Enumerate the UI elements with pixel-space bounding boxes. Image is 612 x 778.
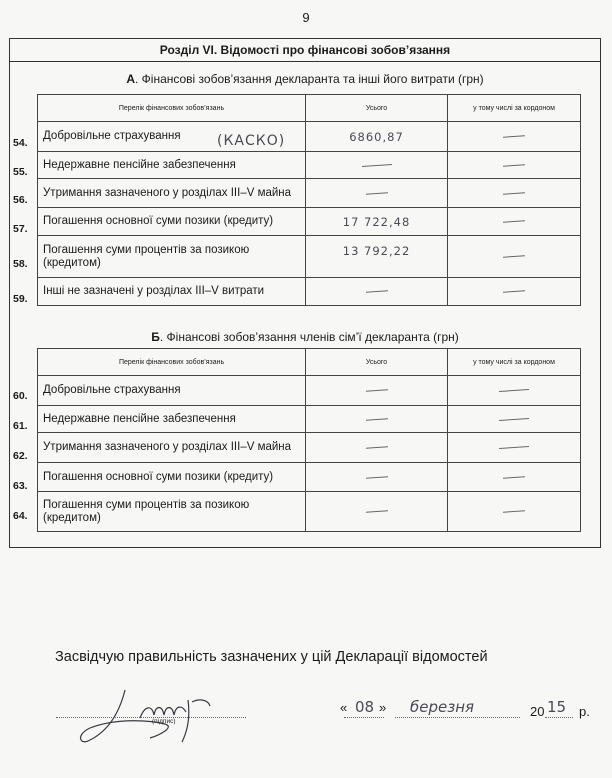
section-title: Розділ VI. Відомості про фінансові зобов’язання	[9, 38, 601, 62]
certification-statement: Засвідчую правильність зазначених у цій Декларації відомостей	[55, 649, 488, 665]
row-label: Утримання зазначеного у розділах III–V майна	[38, 433, 306, 463]
date-day[interactable]: 08	[355, 698, 375, 716]
dash-mark	[503, 135, 525, 138]
dash-mark	[499, 446, 529, 449]
row-total[interactable]	[305, 179, 447, 208]
part-a-letter: А	[126, 72, 135, 86]
date-year-prefix: 20	[530, 704, 545, 719]
dash-mark	[499, 389, 529, 392]
dash-mark	[366, 192, 388, 195]
dash-mark	[503, 220, 525, 223]
part-a-title-text: . Фінансові зобов’язання декларанта та інші його витрати (грн)	[134, 72, 484, 86]
row-number: 64.	[13, 510, 28, 522]
row-number: 62.	[13, 450, 28, 462]
page-number: 9	[302, 10, 310, 25]
row-total[interactable]	[306, 376, 448, 406]
part-b-header-row	[38, 349, 581, 376]
dash-mark	[503, 164, 525, 167]
row-number: 55.	[13, 166, 28, 178]
table-row	[38, 208, 581, 236]
dash-mark	[499, 417, 529, 420]
part-a-header-total: Усього	[305, 95, 447, 122]
table-row	[38, 376, 581, 406]
dash-mark	[503, 192, 525, 195]
row-total[interactable]	[305, 152, 447, 179]
part-a-header-row	[38, 95, 581, 122]
row-label: Погашення основної суми позики (кредиту)	[38, 208, 306, 236]
row-label: Недержавне пенсійне забезпечення	[38, 152, 306, 179]
row-abroad[interactable]	[447, 406, 580, 433]
part-a-header-abroad: у тому числі за кордоном	[448, 95, 581, 122]
signature-line	[56, 717, 246, 718]
row-total[interactable]: 17 722,48	[305, 208, 447, 236]
row-number: 63.	[13, 480, 28, 492]
row-number: 58.	[13, 258, 28, 270]
part-b-letter: Б	[151, 330, 160, 344]
dash-mark	[366, 446, 388, 449]
row-number: 54.	[13, 137, 28, 149]
table-row	[38, 122, 581, 152]
dash-mark	[366, 290, 388, 293]
dash-mark	[366, 389, 388, 392]
part-a-title	[9, 72, 601, 86]
part-a-header-name: Перелік фінансових зобов’язань	[38, 95, 306, 122]
date-year-unit: р.	[579, 704, 590, 719]
table-row	[38, 406, 581, 433]
table-row	[38, 492, 581, 532]
row-abroad[interactable]	[448, 236, 581, 278]
table-row	[38, 278, 581, 306]
signature-label: (підпис)	[152, 718, 176, 725]
table-row	[38, 463, 581, 492]
part-a-table	[37, 94, 581, 306]
row-number: 57.	[13, 223, 28, 235]
date-month[interactable]: березня	[410, 698, 475, 716]
row-number: 56.	[13, 194, 28, 206]
day-line	[344, 717, 384, 718]
date-quote-close: »	[379, 700, 387, 715]
dash-mark	[362, 163, 392, 166]
part-b-title-text: . Фінансові зобов’язання членів сім’ї декларанта (грн)	[159, 330, 459, 344]
table-row	[38, 433, 581, 463]
dash-mark	[366, 476, 388, 479]
dash-mark	[503, 255, 525, 258]
year-line	[545, 717, 573, 718]
part-b-header-name: Перелік фінансових зобов’язань	[38, 349, 306, 376]
month-line	[395, 717, 520, 718]
row-number: 60.	[13, 390, 28, 402]
row-total[interactable]: 13 792,22	[305, 236, 447, 278]
row-label: Погашення основної суми позики (кредиту)	[38, 463, 306, 492]
row-total[interactable]	[305, 278, 447, 306]
row-total[interactable]: 6860,87	[305, 122, 447, 152]
row-label: Добровільне страхування	[38, 122, 306, 152]
row-label: Утримання зазначеного у розділах III–V майна	[38, 179, 306, 208]
row-total[interactable]	[306, 492, 448, 532]
date-quote-open: «	[340, 700, 348, 715]
part-b-header-abroad: у тому числі за кордоном	[447, 349, 580, 376]
row-label: Недержавне пенсійне забезпечення	[38, 406, 306, 433]
table-row	[38, 179, 581, 208]
row-total[interactable]	[306, 406, 448, 433]
part-b-header-total: Усього	[306, 349, 448, 376]
dash-mark	[366, 510, 388, 513]
dash-mark	[366, 418, 388, 421]
row-abroad[interactable]	[447, 492, 580, 532]
table-row	[38, 152, 581, 179]
dash-mark	[503, 290, 525, 293]
part-b-table	[37, 348, 581, 532]
row-abroad[interactable]	[448, 179, 581, 208]
row-label: Погашення суми процентів за позикою (кредитом)	[38, 492, 306, 532]
row-54-note: (КАСКО)	[217, 133, 286, 149]
row-abroad[interactable]	[448, 278, 581, 306]
dash-mark	[503, 510, 525, 513]
row-label: Погашення суми процентів за позикою (кредитом)	[38, 236, 306, 278]
dash-mark	[503, 476, 525, 479]
row-number: 61.	[13, 420, 28, 432]
table-row	[38, 236, 581, 278]
row-label: Добровільне страхування	[38, 376, 306, 406]
row-abroad[interactable]	[448, 152, 581, 179]
part-b-title	[9, 330, 601, 344]
row-number: 59.	[13, 293, 28, 305]
row-abroad[interactable]	[447, 433, 580, 463]
row-abroad[interactable]	[448, 208, 581, 236]
row-total[interactable]	[306, 463, 448, 492]
row-total[interactable]	[306, 433, 448, 463]
date-year-suffix[interactable]: 15	[547, 698, 567, 716]
row-abroad[interactable]	[448, 122, 581, 152]
row-label: Інші не зазначені у розділах III–V витрати	[38, 278, 306, 306]
row-abroad[interactable]	[447, 376, 580, 406]
row-abroad[interactable]	[447, 463, 580, 492]
